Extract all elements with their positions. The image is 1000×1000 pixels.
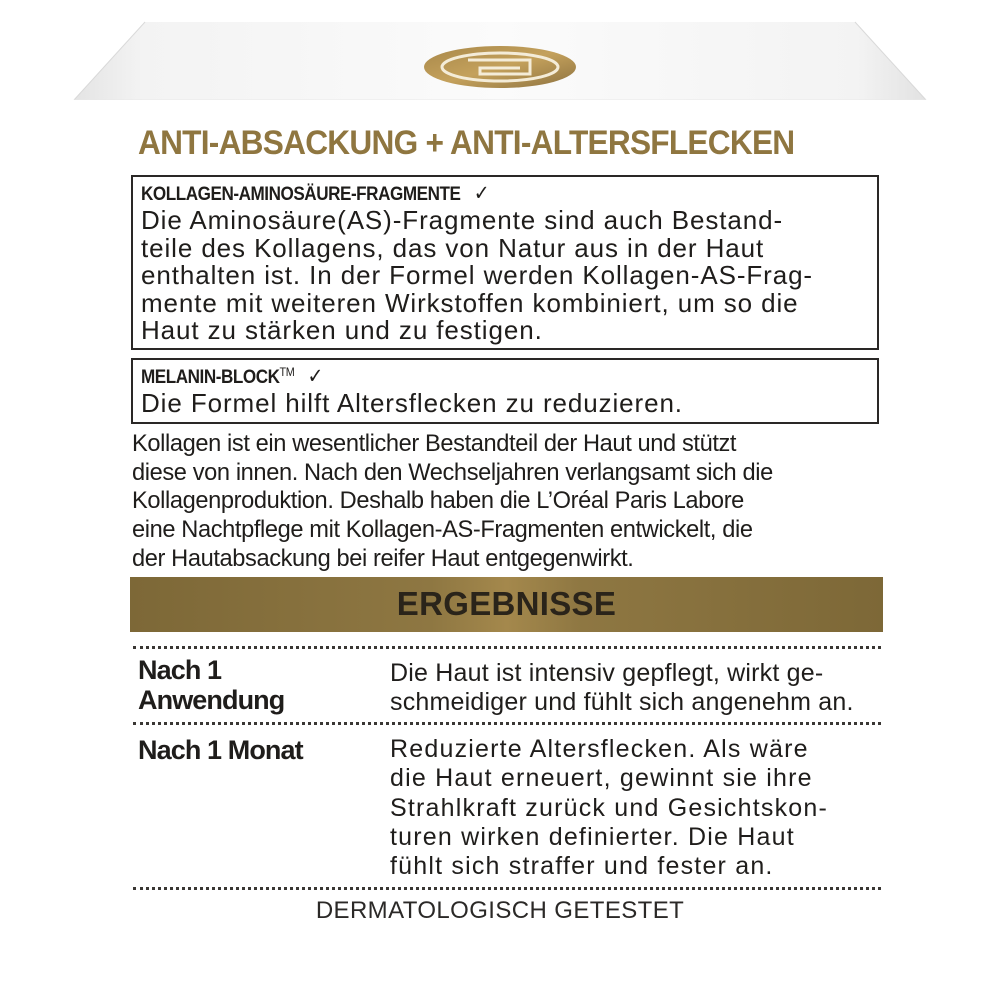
dotted-divider [133,887,881,890]
feature-box-melanin [131,358,879,424]
checkmark-icon: ✓ [307,365,323,388]
result-label: Nach 1 Monat [138,735,303,765]
feature-box-title: KOLLAGEN-AMINOSÄURE-FRAGMENTE ✓ [141,182,490,205]
result-text: Die Haut ist intensiv gepflegt, wirkt ge- schmeidiger und fühlt sich angenehm an. [390,659,854,717]
headline: ANTI-ABSACKUNG + ANTI-ALTERSFLECKEN [138,124,795,162]
description-paragraph: Kollagen ist ein wesentlicher Bestandteil der Haut und stützt diese von innen. Nach den Wechseljahren verlangsamt sich die Kollagenproduktion. Deshalb haben die L’Oréal Paris Labore eine Nachtpflege mit Kollagen-AS-Fragmenten entwickelt, die der Hautabsackung bei reifer Haut entgegenwirkt. [132,430,773,572]
dotted-divider [133,722,881,725]
trademark-mark: TM [279,365,295,379]
feature-box-text: Die Formel hilft Altersflecken zu reduzieren. [141,388,683,418]
result-text: Reduzierte Altersflecken. Als wäre die Haut erneuert, gewinnt sie ihre Strahlkraft zurück und Gesichtskon- turen wirken definierter. Die Haut fühlt sich straffer und fester an. [390,735,828,881]
feature-box-collagen [131,175,879,350]
feature-box-title: MELANIN-BLOCK™ ✓ [141,365,323,388]
result-label: Nach 1 Anwendung [138,655,285,715]
footer-note: DERMATOLOGISCH GETESTET [315,897,685,924]
feature-box-text: Die Aminosäure(AS)-Fragmente sind auch Bestand- teile des Kollagens, das von Natur aus in der Haut enthalten ist. In der Formel werden Kollagen-AS-Frag- mente mit weiteren Wirkstoffen kombiniert, um so die Haut zu stärken und zu festigen. [141,205,813,345]
results-title: ERGEBNISSE [396,585,617,622]
checkmark-icon: ✓ [473,182,490,205]
dotted-divider [133,646,881,649]
loreal-seal-logo-icon [424,46,576,88]
results-banner [130,577,883,632]
